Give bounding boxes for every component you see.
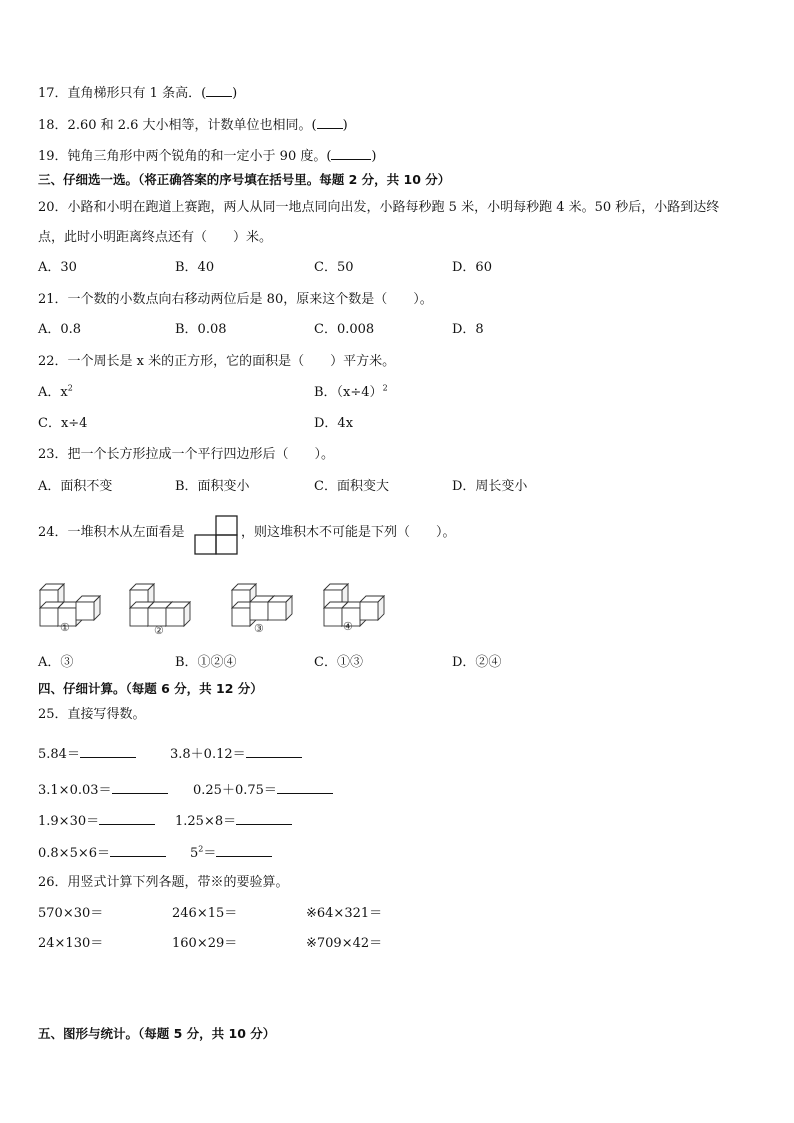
calc-item: 0.25＋0.75＝	[193, 783, 277, 798]
question-18: 18．2.60 和 2.6 大小相等，计数单位也相同。( )	[38, 115, 348, 135]
option-d: D．②④	[452, 655, 502, 670]
question-24-text-before: 24．一堆积木从左面看是	[38, 525, 185, 540]
option-d: D．60	[452, 260, 492, 275]
calc-item: 0.8×5×6＝	[38, 846, 111, 861]
option-c: C．面积变大	[314, 479, 389, 494]
section-4-heading: 四、仔细计算。（每题 6 分，共 12 分）	[38, 681, 263, 696]
question-23: 23．把一个长方形拉成一个平行四边形后（ ）。	[38, 447, 335, 462]
calc-item: 246×15＝	[172, 906, 238, 921]
question-24-tail: ，则这堆积木不可能是下列（ ）。	[241, 525, 456, 540]
calc-item: 5	[190, 846, 199, 861]
calc-item: 570×30＝	[38, 906, 104, 921]
option-c: C．①③	[314, 655, 363, 670]
figure-label-3: ③	[254, 622, 264, 635]
option-d: D．4x	[314, 416, 354, 431]
figure-label-1: ①	[60, 621, 70, 634]
question-24	[38, 524, 185, 542]
option-b: B．40	[175, 260, 215, 275]
calc-row	[38, 780, 758, 798]
answer-blank	[206, 83, 232, 97]
option-a: A．面积不变	[38, 479, 113, 494]
option-b: B．0.08	[175, 322, 227, 337]
calc-item: 3.8＋0.12＝	[170, 747, 246, 762]
question-21-options	[38, 321, 758, 339]
question-24-options	[38, 654, 758, 672]
calc-item: 1.25×8＝	[175, 814, 237, 829]
block-figure-1	[40, 584, 100, 626]
question-19-text: 19．钝角三角形中两个锐角的和一定小于 90 度。(	[38, 149, 332, 164]
calc-item: 5.84＝	[38, 747, 80, 762]
answer-blank	[331, 146, 371, 160]
question-21: 21．一个数的小数点向右移动两位后是 80，原来这个数是（ ）。	[38, 292, 433, 307]
question-17-text: 17．直角梯形只有 1 条高．(	[38, 86, 207, 101]
question-20-line-2: 点，此时小明距离终点还有（ ）米。	[38, 230, 273, 245]
question-17: 17．直角梯形只有 1 条高．( )	[38, 83, 237, 103]
left-view-figure	[193, 514, 239, 556]
calc-item: 3.1×0.03＝	[38, 783, 112, 798]
answer-blank	[277, 780, 333, 794]
option-b: B．$(x\div 4)^2$	[314, 383, 388, 400]
calc-row	[38, 744, 758, 762]
option-a: A．$x^2$	[38, 383, 73, 400]
answer-blank	[99, 811, 155, 825]
block-figure-3	[232, 584, 292, 626]
option-a: A．0.8	[38, 322, 82, 337]
question-19: 19．钝角三角形中两个锐角的和一定小于 90 度。( )	[38, 146, 377, 166]
question-20-options	[38, 259, 758, 277]
question-25-title: 25．直接写得数。	[38, 707, 146, 722]
question-23-options	[38, 478, 758, 496]
section-3-heading: 三、仔细选一选。（将正确答案的序号填在括号里。每题 2 分，共 10 分）	[38, 172, 451, 187]
left-view-square	[195, 535, 216, 554]
block-stack-figures	[36, 574, 396, 640]
answer-blank	[80, 744, 136, 758]
section-5-heading: 五、图形与统计。（每题 5 分，共 10 分）	[38, 1026, 276, 1041]
question-22-options-row-1	[38, 384, 758, 402]
option-b: B．①②④	[175, 655, 237, 670]
option-c: C．50	[314, 260, 354, 275]
question-20-line-1: 20．小路和小明在跑道上赛跑，两人从同一地点同向出发，小路每秒跑 5 米，小明每秒跑 4 米。50 秒后，小路到达终	[38, 200, 720, 215]
option-b: B．面积变小	[175, 479, 250, 494]
option-d: D．8	[452, 322, 484, 337]
vertical-calc-row	[38, 905, 758, 923]
answer-blank	[216, 843, 272, 857]
question-26-title: 26．用竖式计算下列各题，带※的要验算。	[38, 875, 289, 890]
option-c: C．0.008	[314, 322, 375, 337]
block-figure-4	[324, 584, 384, 626]
question-22-options-row-2	[38, 415, 758, 433]
answer-blank	[112, 780, 168, 794]
left-view-square	[216, 535, 237, 554]
answer-blank	[246, 744, 302, 758]
question-22: 22．一个周长是 x 米的正方形，它的面积是（ ）平方米。	[38, 354, 396, 369]
calc-item: 1.9×30＝	[38, 814, 100, 829]
calc-row: 0.8×5×6＝ $5^2=$	[38, 843, 758, 861]
option-d: D．周长变小	[452, 479, 528, 494]
option-a: A．30	[38, 260, 77, 275]
answer-blank	[317, 115, 343, 129]
block-figure-2	[130, 584, 190, 626]
option-c: C．x÷4	[38, 416, 88, 431]
answer-blank	[110, 843, 166, 857]
figure-label-4: ④	[343, 620, 353, 633]
calc-row	[38, 811, 758, 829]
calc-item: 160×29＝	[172, 936, 238, 951]
calc-item: ※64×321＝	[306, 906, 383, 921]
vertical-calc-row	[38, 935, 758, 953]
answer-blank	[236, 811, 292, 825]
left-view-square	[216, 516, 237, 535]
question-18-text: 18．2.60 和 2.6 大小相等，计数单位也相同。(	[38, 118, 317, 133]
figure-label-2: ②	[154, 624, 164, 637]
option-a: A．③	[38, 655, 74, 670]
calc-item: ※709×42＝	[306, 936, 383, 951]
calc-item: 24×130＝	[38, 936, 104, 951]
